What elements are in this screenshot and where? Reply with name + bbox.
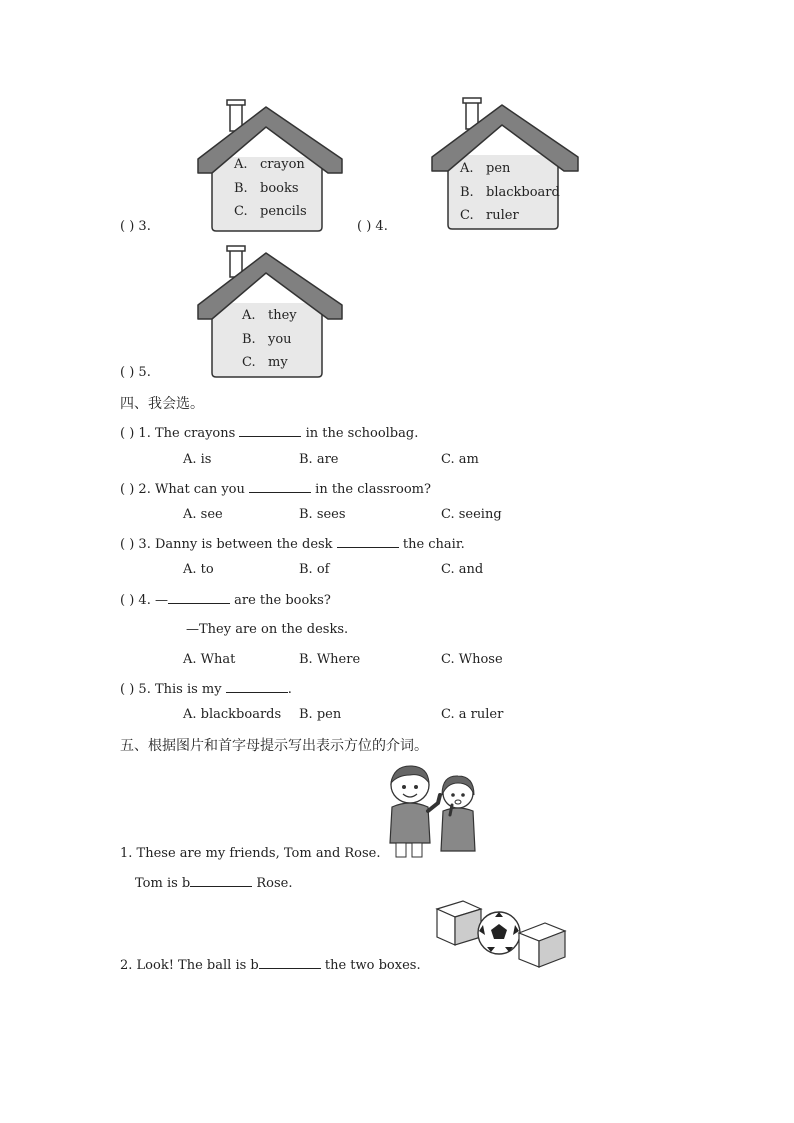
option-a: A. pen	[460, 161, 511, 176]
s4-question-1: ( ) 1. The crayons in the schoolbag.	[120, 426, 419, 441]
question-5-label: ( ) 5.	[120, 365, 151, 380]
s4-q1-option-c: C. am	[441, 452, 479, 467]
s4-q2-option-c: C. seeing	[441, 507, 502, 522]
question-3-label: ( ) 3.	[120, 219, 151, 234]
option-a: A. they	[242, 308, 297, 323]
s4-q4-option-a: A. What	[183, 652, 236, 667]
option-c: C. my	[242, 355, 288, 370]
s4-q3-option-b: B. of	[299, 562, 330, 577]
s4-q3-option-c: C. and	[441, 562, 484, 577]
s5-q1-line1: 1. These are my friends, Tom and Rose.	[120, 846, 381, 861]
s4-question-5: ( ) 5. This is my .	[120, 682, 292, 697]
option-b: B. blackboard	[460, 184, 560, 200]
s4-q4-option-c: C. Whose	[441, 652, 503, 667]
s4-q4-option-b: B. Where	[299, 652, 361, 667]
s4-question-4: ( ) 4. — are the books?	[120, 593, 331, 608]
s4-q1-option-b: B. are	[299, 452, 339, 467]
s5-q2: 2. Look! The ball is b the two boxes.	[120, 958, 421, 973]
s4-q1-option-a: A. is	[183, 452, 212, 467]
s4-q2-option-a: A. see	[183, 507, 223, 522]
s4-q2-option-b: B. sees	[299, 507, 346, 522]
option-b: B. you	[242, 331, 292, 347]
boxes-ball-illustration	[435, 897, 569, 969]
s4-q5-option-c: C. a ruler	[441, 707, 504, 722]
s4-q3-option-a: A. to	[183, 562, 214, 577]
s4-q5-option-a: A. blackboards	[183, 707, 282, 722]
option-c: C. ruler	[460, 208, 519, 223]
house-option-card-5	[196, 243, 346, 393]
s4-q5-option-b: B. pen	[299, 707, 342, 722]
option-c: C. pencils	[234, 204, 307, 219]
house-option-card-4	[430, 95, 580, 245]
option-b: B. books	[234, 180, 299, 196]
section-5-title: 五、根据图片和首字母提示写出表示方位的介词。	[120, 738, 428, 754]
question-4-label: ( ) 4.	[357, 219, 388, 234]
house-option-card-3	[196, 97, 346, 247]
option-a: A. crayon	[234, 157, 305, 172]
s4-question-3: ( ) 3. Danny is between the desk the chair.	[120, 537, 465, 552]
s4-question-2: ( ) 2. What can you in the classroom?	[120, 482, 431, 497]
s4-q4-answer-line: —They are on the desks.	[186, 622, 349, 637]
s5-q1-line2: Tom is b Rose.	[135, 876, 293, 891]
section-4-title: 四、我会选。	[120, 396, 204, 412]
children-illustration	[380, 763, 480, 859]
